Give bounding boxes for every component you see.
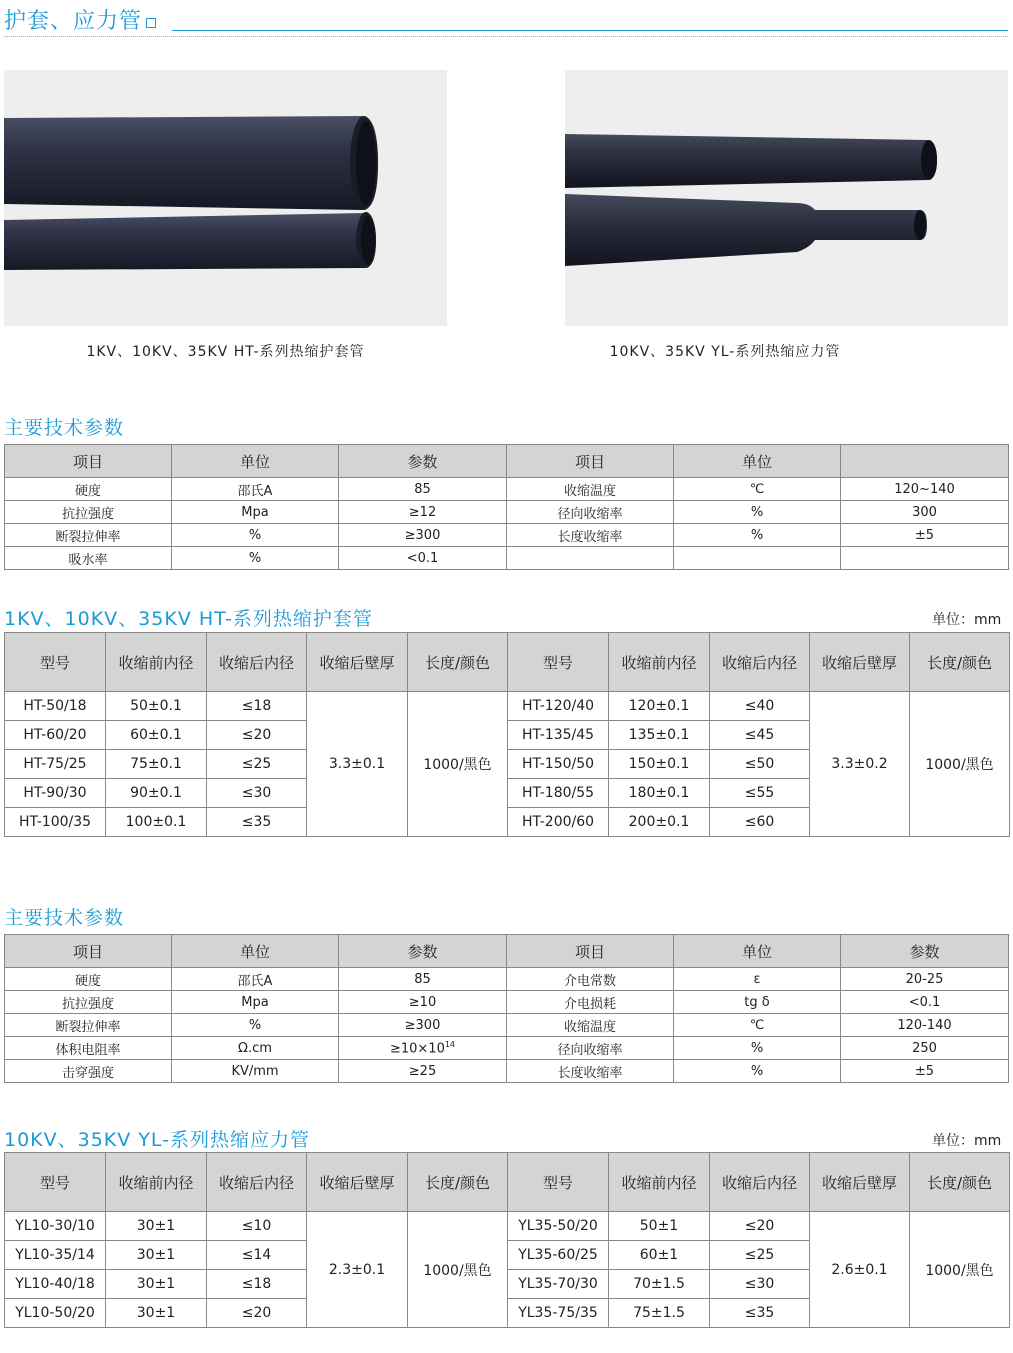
table-cell: ≤10 [207,1212,307,1241]
header-cell: 收缩前内径 [609,1153,710,1212]
table-cell: HT-150/50 [508,750,609,779]
table-row [5,478,1009,501]
table-cell: ≤55 [710,779,810,808]
table-cell: 体积电阻率 [5,1037,172,1060]
ht-unit-note: 单位：mm [932,612,1002,628]
header-cell: 收缩后壁厚 [307,633,408,692]
table-cell: 断裂拉伸率 [5,524,172,547]
table-cell: 180±0.1 [609,779,710,808]
table-cell: HT-120/40 [508,692,609,721]
header-cell: 项目 [5,445,172,478]
table-row [5,524,1009,547]
header-cell: 型号 [5,1153,106,1212]
length-color-cell: 1000/黑色 [910,1212,1010,1328]
header-cell: 型号 [508,633,609,692]
yl-unit-note: 单位：mm [932,1133,1002,1149]
header-cell: 项目 [507,445,674,478]
header-cell: 参数 [339,445,507,478]
table-cell: ≤30 [710,1270,810,1299]
table-cell: YL35-70/30 [508,1270,609,1299]
table-cell: Ω.cm [172,1037,339,1060]
table-cell: YL35-60/25 [508,1241,609,1270]
table-cell: 60±1 [609,1241,710,1270]
params1-table [4,444,1009,570]
table-header-row [5,445,1009,478]
table-cell: 120~140 [841,478,1009,501]
table-cell: % [674,501,841,524]
header-cell: 长度/颜色 [910,1153,1010,1212]
table-cell: HT-90/30 [5,779,106,808]
table-cell: 60±0.1 [106,721,207,750]
header-cell: 参数 [339,935,507,968]
table-cell: 30±1 [106,1241,207,1270]
table-cell: 抗拉强度 [5,991,172,1014]
header-cell: 收缩后壁厚 [810,1153,910,1212]
table-cell: 收缩温度 [507,1014,674,1037]
header-cell: 型号 [508,1153,609,1212]
table-cell: HT-75/25 [5,750,106,779]
table-cell: 100±0.1 [106,808,207,837]
table-cell: ε [674,968,841,991]
table-cell: HT-100/35 [5,808,106,837]
header-cell: 收缩前内径 [106,1153,207,1212]
table-cell: 收缩温度 [507,478,674,501]
table-cell: 硬度 [5,478,172,501]
table-cell: ℃ [674,478,841,501]
table-cell: 250 [841,1037,1009,1060]
title-divider-dotted [4,36,1008,37]
header-cell: 项目 [507,935,674,968]
yl-tube-photo [565,70,1008,326]
table-cell: % [172,1014,339,1037]
table-cell: ±5 [841,524,1009,547]
title-square-icon [146,18,156,28]
table-header-row [5,935,1009,968]
table-row [5,1060,1009,1083]
header-cell: 项目 [5,935,172,968]
ht-spec-table [4,632,1010,837]
table-cell: ≤40 [710,692,810,721]
header-cell: 单位 [674,445,841,478]
table-cell: 断裂拉伸率 [5,1014,172,1037]
header-cell: 收缩后内径 [710,633,810,692]
header-cell: 收缩后壁厚 [810,633,910,692]
table-cell: HT-135/45 [508,721,609,750]
wall-thickness-cell: 2.3±0.1 [307,1212,408,1328]
table-cell: ≤30 [207,779,307,808]
length-color-cell: 1000/黑色 [408,1212,508,1328]
table-cell: 硬度 [5,968,172,991]
table-cell: 135±0.1 [609,721,710,750]
table-cell: 75±1.5 [609,1299,710,1328]
header-cell [841,445,1009,478]
table-cell: Mpa [172,991,339,1014]
table-cell: 85 [339,968,507,991]
table-cell: ≤20 [207,721,307,750]
table-cell: 介电常数 [507,968,674,991]
table-row [5,968,1009,991]
table-cell: 85 [339,478,507,501]
table-cell: 邵氏A [172,968,339,991]
table-cell: 介电损耗 [507,991,674,1014]
yl-spec-table [4,1152,1010,1328]
header-cell: 收缩后壁厚 [307,1153,408,1212]
resistivity-value: ≥10×10 [389,1041,445,1057]
table-cell: HT-50/18 [5,692,106,721]
table-cell: YL35-75/35 [508,1299,609,1328]
header-cell: 参数 [841,935,1009,968]
table-cell: ≤45 [710,721,810,750]
params1-title: 主要技术参数 [4,417,125,439]
table-cell: 300 [841,501,1009,524]
length-color-cell: 1000/黑色 [408,692,508,837]
title-divider [172,30,1008,31]
table-cell: ±5 [841,1060,1009,1083]
page-title: 护套、应力管 [4,4,156,35]
table-cell: ≥300 [339,1014,507,1037]
table-cell: 吸水率 [5,547,172,570]
table-cell: 邵氏A [172,478,339,501]
params2-table [4,934,1009,1083]
table-cell: Mpa [172,501,339,524]
ht-photo-caption: 1KV、10KV、35KV HT-系列热缩护套管 [86,344,365,360]
table-cell: HT-200/60 [508,808,609,837]
table-cell: HT-60/20 [5,721,106,750]
table-cell: ≤35 [710,1299,810,1328]
table-cell: 30±1 [106,1299,207,1328]
header-cell: 收缩后内径 [710,1153,810,1212]
table-cell: ≤25 [207,750,307,779]
header-cell: 单位 [172,935,339,968]
header-cell: 长度/颜色 [408,633,508,692]
table-row [5,1037,1009,1060]
header-cell: 长度/颜色 [408,1153,508,1212]
table-cell: ≥10 [339,991,507,1014]
table-cell: 90±0.1 [106,779,207,808]
table-cell: ≥25 [339,1060,507,1083]
table-cell [339,1037,507,1060]
table-cell: ≤25 [710,1241,810,1270]
table-cell [507,547,674,570]
table-cell: ≤35 [207,808,307,837]
resistivity-exponent: 14 [444,1039,456,1049]
table-cell: 30±1 [106,1270,207,1299]
table-cell: ≤20 [710,1212,810,1241]
table-cell: % [172,524,339,547]
table-row [5,692,1010,721]
table-row [5,1014,1009,1037]
length-color-cell: 1000/黑色 [910,692,1010,837]
table-cell: YL10-30/10 [5,1212,106,1241]
table-cell: 75±0.1 [106,750,207,779]
table-row [5,991,1009,1014]
table-cell: tg δ [674,991,841,1014]
table-cell: <0.1 [841,991,1009,1014]
wall-thickness-cell: 3.3±0.1 [307,692,408,837]
wall-thickness-cell: 3.3±0.2 [810,692,910,837]
table-cell: 150±0.1 [609,750,710,779]
table-cell: YL10-40/18 [5,1270,106,1299]
table-header-row [5,633,1010,692]
table-cell [674,547,841,570]
table-cell: 120-140 [841,1014,1009,1037]
table-cell: YL10-50/20 [5,1299,106,1328]
table-cell: 50±1 [609,1212,710,1241]
table-cell: ≤18 [207,1270,307,1299]
header-cell: 收缩后内径 [207,633,307,692]
table-cell: 径向收缩率 [507,1037,674,1060]
table-cell: 长度收缩率 [507,524,674,547]
table-cell: 120±0.1 [609,692,710,721]
table-row [5,547,1009,570]
header-cell: 收缩后内径 [207,1153,307,1212]
header-cell: 收缩前内径 [106,633,207,692]
table-cell: 抗拉强度 [5,501,172,524]
table-cell [841,547,1009,570]
yl-section-title: 10KV、35KV YL-系列热缩应力管 [4,1129,311,1151]
table-cell: 20-25 [841,968,1009,991]
ht-tube-photo [4,70,447,326]
table-cell: % [674,1060,841,1083]
table-cell: 击穿强度 [5,1060,172,1083]
ht-section-title: 1KV、10KV、35KV HT-系列热缩护套管 [4,608,373,630]
table-cell: ≤50 [710,750,810,779]
table-cell: ≤18 [207,692,307,721]
table-cell: 长度收缩率 [507,1060,674,1083]
table-cell: <0.1 [339,547,507,570]
table-cell: ℃ [674,1014,841,1037]
table-cell: KV/mm [172,1060,339,1083]
params2-title: 主要技术参数 [4,907,125,929]
table-cell: 30±1 [106,1212,207,1241]
table-cell: ≤20 [207,1299,307,1328]
table-cell: ≤14 [207,1241,307,1270]
table-cell: 径向收缩率 [507,501,674,524]
table-header-row [5,1153,1010,1212]
table-row [5,501,1009,524]
header-cell: 收缩前内径 [609,633,710,692]
table-cell: % [674,1037,841,1060]
table-cell: YL10-35/14 [5,1241,106,1270]
table-cell: % [172,547,339,570]
header-cell: 单位 [674,935,841,968]
table-cell: 50±0.1 [106,692,207,721]
table-cell: ≥300 [339,524,507,547]
header-cell: 长度/颜色 [910,633,1010,692]
table-row [5,1212,1010,1241]
header-cell: 单位 [172,445,339,478]
wall-thickness-cell: 2.6±0.1 [810,1212,910,1328]
table-cell: 200±0.1 [609,808,710,837]
header-cell: 型号 [5,633,106,692]
table-cell: YL35-50/20 [508,1212,609,1241]
table-cell: ≥12 [339,501,507,524]
table-cell: ≤60 [710,808,810,837]
table-cell: 70±1.5 [609,1270,710,1299]
table-cell: % [674,524,841,547]
table-cell: HT-180/55 [508,779,609,808]
yl-photo-caption: 10KV、35KV YL-系列热缩应力管 [609,344,841,360]
